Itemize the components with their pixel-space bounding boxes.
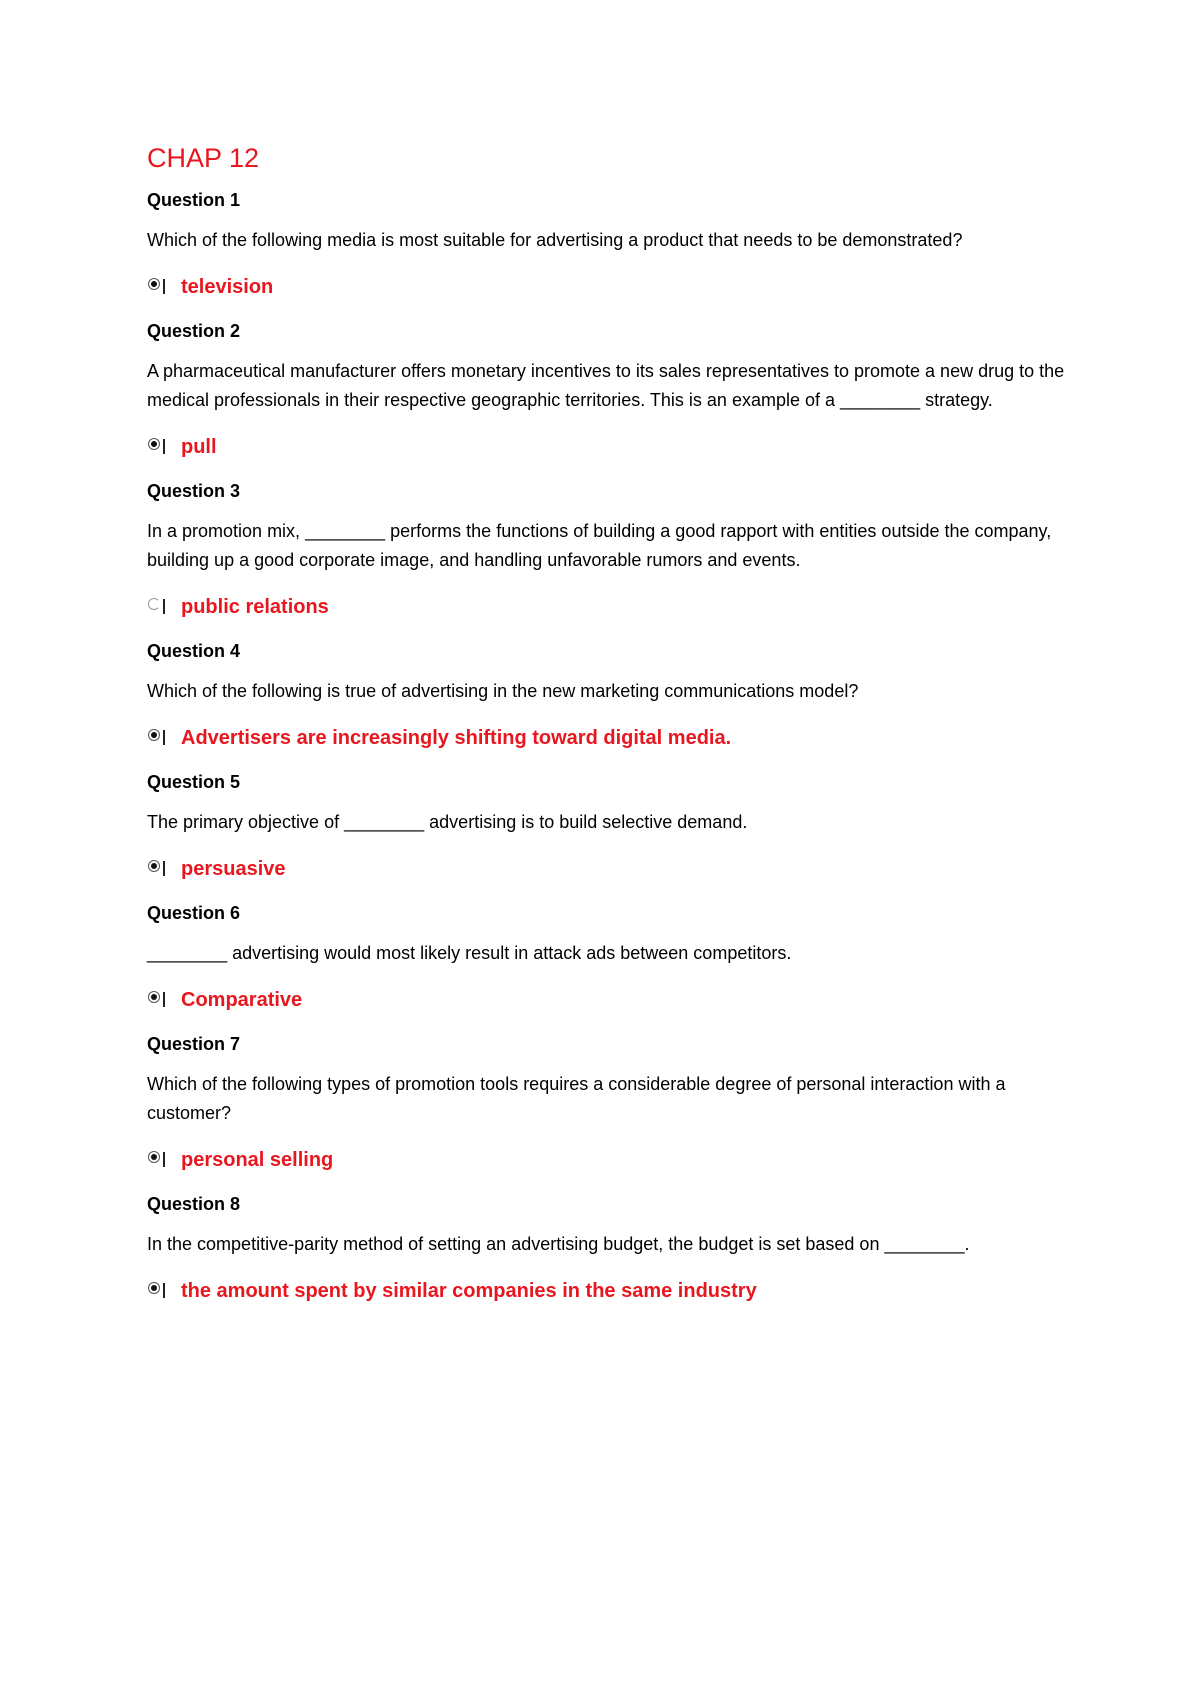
question-block	[147, 901, 1067, 1014]
answer-text: television	[181, 276, 274, 298]
question-block	[147, 639, 1067, 752]
answer-row[interactable]	[147, 273, 1067, 301]
answer-text: Comparative	[181, 989, 303, 1011]
question-label: Question 6	[147, 903, 241, 923]
answer-row[interactable]	[147, 1146, 1067, 1174]
radio-selected-icon[interactable]	[147, 727, 169, 749]
radio-selected-icon[interactable]	[147, 1149, 169, 1171]
answer-text: pull	[181, 436, 217, 458]
question-block	[147, 770, 1067, 883]
question-label: Question 1	[147, 190, 241, 210]
question-text: Which of the following media is most suitable for advertising a product that needs to be demonstrated?	[147, 230, 963, 250]
radio-selected-icon[interactable]	[147, 989, 169, 1011]
answer-text: the amount spent by similar companies in the same industry	[181, 1280, 757, 1302]
radio-selected-icon[interactable]	[147, 436, 169, 458]
question-block	[147, 1032, 1067, 1174]
answer-text: personal selling	[181, 1149, 334, 1171]
question-block	[147, 479, 1067, 621]
answer-row[interactable]	[147, 1277, 1067, 1305]
question-text: Which of the following types of promotion tools requires a considerable degree of personal interaction with a customer?	[147, 1074, 1006, 1123]
answer-row[interactable]	[147, 593, 1067, 621]
question-label: Question 5	[147, 772, 241, 792]
answer-text: persuasive	[181, 858, 286, 880]
answer-row[interactable]	[147, 433, 1067, 461]
question-label: Question 3	[147, 481, 241, 501]
document-content	[147, 140, 1067, 1323]
answer-row[interactable]	[147, 986, 1067, 1014]
question-block	[147, 188, 1067, 301]
answer-row[interactable]	[147, 724, 1067, 752]
question-text: A pharmaceutical manufacturer offers monetary incentives to its sales representatives to promote a new drug to the medical professionals in their respective geographic territories. This is an example of a ________ strategy.	[147, 361, 1065, 410]
radio-unselected-icon[interactable]	[147, 596, 169, 618]
question-label: Question 2	[147, 321, 241, 341]
answer-row[interactable]	[147, 855, 1067, 883]
question-text: Which of the following is true of advertising in the new marketing communications model?	[147, 681, 859, 701]
chapter-title: CHAP 12	[147, 143, 260, 173]
radio-selected-icon[interactable]	[147, 1280, 169, 1302]
question-text: In the competitive-parity method of setting an advertising budget, the budget is set based on ________.	[147, 1234, 970, 1254]
question-label: Question 8	[147, 1194, 241, 1214]
question-text: The primary objective of ________ advertising is to build selective demand.	[147, 812, 748, 832]
question-label: Question 7	[147, 1034, 241, 1054]
answer-text: Advertisers are increasingly shifting toward digital media.	[181, 727, 732, 749]
question-block	[147, 1192, 1067, 1305]
radio-selected-icon[interactable]	[147, 858, 169, 880]
question-text: ________ advertising would most likely result in attack ads between competitors.	[147, 943, 792, 963]
question-label: Question 4	[147, 641, 241, 661]
question-block	[147, 319, 1067, 461]
question-text: In a promotion mix, ________ performs the functions of building a good rapport with entities outside the company, building up a good corporate image, and handling unfavorable rumors and events.	[147, 521, 1052, 570]
radio-selected-icon[interactable]	[147, 276, 169, 298]
answer-text: public relations	[181, 596, 329, 618]
